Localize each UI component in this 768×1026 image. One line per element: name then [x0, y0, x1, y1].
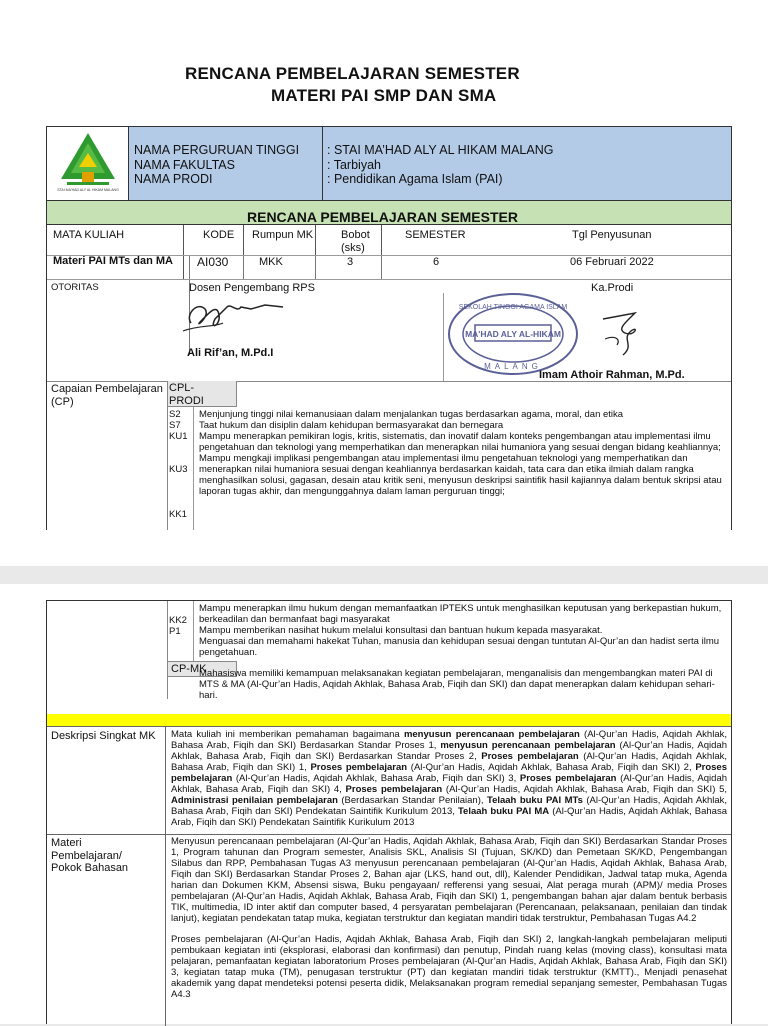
- institution-header: [46, 126, 732, 201]
- page-2: [0, 584, 768, 1024]
- course-rumpun: MKK: [259, 256, 283, 268]
- cp-item-kk2: Mampu menerapkan ilmu hukum dengan memanfaatkan IPTEKS untuk menghasilkan keputusan yang berkepastian hukum, berkeadilan dan bermanfaat bagi masyarakat: [199, 603, 722, 625]
- col-mata-kuliah: MATA KULIAH: [53, 229, 125, 241]
- deskripsi-label: Deskripsi Singkat MK: [51, 730, 156, 742]
- dosen-signature-icon: [179, 295, 299, 337]
- institution-stamp-icon: [445, 291, 581, 377]
- deskripsi-fragment: (Al-Qur’an Hadis, Aqidah Akhlak, Bahasa Arab, Fiqih dan SKI) Berdasarkan Standar Proses 1,: [171, 729, 727, 751]
- course-name: Materi PAI MTs dan MA: [53, 255, 173, 267]
- col-kode: KODE: [203, 229, 235, 241]
- code-s2: S2: [169, 409, 181, 420]
- label-prodi: NAMA PRODI: [134, 172, 213, 186]
- deskripsi-fragment: Mata kuliah ini memberikan pemahaman bagaimana: [171, 729, 404, 740]
- deskripsi-fragment: (Al-Qur’an Hadis, Aqidah Akhlak, Bahasa Arab, Fiqih dan SKI) 3,: [232, 773, 520, 784]
- value-perguruan: : STAI MA’HAD ALY AL HIKAM MALANG: [327, 143, 554, 157]
- course-kode: AI030: [197, 255, 229, 269]
- logo-caption: STAI MA'HAD ALY AL HIKAM MALANG: [57, 188, 119, 192]
- svg-text:MALANG: MALANG: [484, 362, 542, 371]
- document-title: RENCANA PEMBELAJARAN SEMESTER: [185, 64, 520, 83]
- cpl-prodi-label: CPL-PRODI: [169, 382, 204, 407]
- cp-item-s7: Taat hukum dan disiplin dalam kehidupan bermasyarakat dan bernegara: [199, 420, 504, 431]
- code-kk2: KK2: [169, 615, 187, 626]
- deskripsi-fragment: (Al-Qur’an Hadis, Aqidah Akhlak, Bahasa Arab, Fiqih dan SKI) Pendekatan Saintifik Kurikulum 2013: [171, 806, 727, 828]
- col-bobot: Bobot (sks): [341, 229, 370, 254]
- col-semester: SEMESTER: [405, 229, 466, 241]
- deskripsi-fragment: (Al-Qur’an Hadis, Aqidah Akhlak, Bahasa Arab, Fiqih dan SKI) 1,: [171, 751, 727, 773]
- label-fakultas: NAMA FAKULTAS: [134, 157, 235, 172]
- deskripsi-fragment: (Al-Qur’an Hadis, Aqidah Akhlak, Bahasa Arab, Fiqih dan SKI) 2,: [407, 762, 696, 773]
- course-table: [46, 225, 732, 530]
- code-p1: P1: [169, 626, 181, 637]
- deskripsi-fragment: (Al-Qur’an Hadis, Aqidah Akhlak, Bahasa Arab, Fiqih dan SKI) 4,: [171, 773, 728, 795]
- code-kk1: KK1: [169, 509, 187, 520]
- course-tgl: 06 Februari 2022: [570, 256, 654, 268]
- document-subtitle: MATERI PAI SMP DAN SMA: [271, 86, 497, 105]
- cp-item-p1: Mampu memberikan nasihat hukum melalui konsultasi dan bantuan hukum kepada masyarakat.: [199, 625, 603, 636]
- deskripsi-fragment: (Al-Qur’an Hadis, Aqidah Akhlak, Bahasa Arab, Fiqih dan SKI) 5,: [442, 784, 728, 795]
- header-labels: [134, 143, 299, 187]
- kaprodi-label: Ka.Prodi: [591, 282, 634, 294]
- materi-label: Materi Pembelajaran/ Pokok Bahasan: [51, 837, 129, 874]
- dosen-label: Dosen Pengembang RPS: [189, 282, 315, 294]
- deskripsi-bold-term: Administrasi penilaian pembelajaran: [171, 795, 338, 806]
- materi-paragraph-2: Proses pembelajaran (Al-Qur’an Hadis, Aqidah Akhlak, Bahasa Arab, Fiqih dan SKI) 2, langkah-langkah pembelajaran meliputi pembukaan kegiatan inti (eksplorasi, elaborasi dan konfirmasi) dan penutup, Pindah ruang kelas (moving class), konsultasi mata pelajaran, pemanfaatan kegiatan laboratorium Proses pembelajaran (Al-Qur’an Hadis, Aqidah Akhlak, Bahasa Arab, Fiqih dan SKI) 3, kegiatan tatap muka (TM), penugasan terstruktur (PT) dan kegiatan mandiri tidak terstruktur (KMTT)., Menjadi penasehat akademik yang dapat mendeteksi potensi peserta didik, Melaksanakan program remedial sepanjang semester, Pembahasan Tugas A4.3: [171, 934, 727, 1000]
- col-rumpun: Rumpun MK: [252, 229, 314, 241]
- deskripsi-fragment: (Berdasarkan Standar Penilaian),: [337, 795, 487, 806]
- course-bobot: 3: [347, 256, 354, 268]
- cp-codes: [169, 409, 187, 520]
- code-ku1: KU1: [169, 431, 188, 442]
- rps-banner-text: RENCANA PEMBELAJARAN SEMESTER: [247, 209, 518, 225]
- p2-codes: [169, 615, 187, 637]
- kaprodi-signature-icon: [595, 309, 655, 359]
- highlight-bar: [47, 714, 731, 726]
- svg-text:SEKOLAH TINGGI AGAMA ISLAM: SEKOLAH TINGGI AGAMA ISLAM: [458, 304, 568, 311]
- p2-items: [199, 603, 729, 658]
- value-prodi: : Pendidikan Agama Islam (PAI): [327, 172, 503, 186]
- materi-text: [171, 836, 727, 1000]
- otoritas-label: OTORITAS: [51, 282, 99, 293]
- value-fakultas: : Tarbiyah: [327, 157, 381, 172]
- kaprodi-name: Imam Athoir Rahman, M.Pd.: [539, 369, 685, 381]
- institution-logo: [47, 127, 129, 200]
- cp-item-s2: Menjunjung tinggi nilai kemanusiaan dalam menjalankan tugas berdasarkan agama, moral, dan etika: [199, 409, 624, 420]
- materi-paragraph-1: Menyusun perencanaan pembelajaran (Al-Qur’an Hadis, Aqidah Akhlak, Bahasa Arab, Fiqih dan SKI) Berdasarkan Standar Proses 1, Program tahunan dan Program semester, Analisis SKL, Analisis SI (Tujuan, SK/KD) dan Pemetaan SK/KD, Pengembangan Silabus dan RPP, Pembahasan Tugas A3 menyusun perencanaan pembelajaran (Al-Qur’an Hadis, Aqidah Akhlak, Bahasa Arab, Fiqih dan SKI) Berdasarkan Standar Proses 2, Bahan ajar (LKS, hand out, dll), Kalender Pendidikan, Jadwal tatap muka, Agenda harian dan Dokumen KKM, Absensi siswa, Buku pengayaan/ refferensi yang sesuai, Alat peraga murah (APM)/ media Proses pembelajaran (Al-Qur’an Hadis, Aqidah Akhlak, Bahasa Arab, Fiqih dan SKI) 1, pengembangan bahan ajar dalam bentuk berbasis TIK, multimedia, ID inter aktif dan computer based, 4 persyaratan pembelajaran (Perencanaan, pelaksanaan, penilaian dan tindak lanjut), kegiatan pendekatan tatap muka, kegiatan terstruktur dan kegiatan mandiri tidak terstruktur, Pembahasan Tugas A4.2: [171, 836, 727, 924]
- code-ku3: KU3: [169, 464, 188, 475]
- cpmk-text: Mahasiswa memiliki kemampuan melaksanakan kegiatan pembelajaran, menganalisis dan mengembangkan materi PAI di MTS & MA (Al-Qur’an Hadis, Aqidah Akhlak, Bahasa Arab, Fiqih dan SKI) dan dapat menerapkan dalam kehidupan sehari-hari.: [199, 668, 715, 701]
- deskripsi-bold-term: Proses pembelajaran: [310, 762, 408, 773]
- label-perguruan: NAMA PERGURUAN TINGGI: [134, 143, 300, 157]
- header-values: [327, 143, 553, 187]
- deskripsi-bold-term: Proses pembelajaran: [519, 773, 617, 784]
- deskripsi-text: [171, 729, 727, 828]
- deskripsi-fragment: (Al-Qur’an Hadis, Aqidah Akhlak, Bahasa Arab, Fiqih dan SKI) Berdasarkan Standar Proses 2,: [171, 740, 727, 762]
- cp-item-p1-b: Menguasai dan memahami hakekat Tuhan, manusia dan kehidupan sesuai dengan tuntutan Al-Qur’an dan hadist serta ilmu pengetahuan.: [199, 636, 720, 658]
- deskripsi-bold-term: Proses pembelajaran: [481, 751, 579, 762]
- deskripsi-bold-term: menyusun perencanaan pembelajaran: [440, 740, 616, 751]
- cpmk-label: CP-MK: [171, 663, 207, 675]
- course-semester: 6: [433, 256, 440, 268]
- deskripsi-fragment: (Al-Qur’an Hadis, Aqidah Akhlak, Bahasa Arab, Fiqih dan SKI) Pendekatan Saintifik Kurikulum 2013,: [171, 795, 728, 817]
- col-tgl: Tgl Penyusunan: [572, 229, 652, 241]
- cp-items: [199, 409, 729, 497]
- deskripsi-bold-term: menyusun perencanaan pembelajaran: [403, 729, 580, 740]
- cp-label: Capaian Pembelajaran (CP): [51, 383, 163, 408]
- cp-item-ku1: Mampu menerapkan pemikiran logis, kritis, sistematis, dan inovatif dalam konteks pengembangan atau implementasi ilmu pengetahuan dan teknologi yang memperhatikan dan menerapkan nilai humaniora yang sesuai dengan bidang keahliannya;: [199, 431, 721, 453]
- continuation-table: [46, 600, 732, 1024]
- deskripsi-bold-term: Proses pembelajaran: [171, 762, 727, 784]
- cpl-prodi-cell: [167, 381, 237, 407]
- deskripsi-bold-term: Telaah buku PAI MA: [457, 806, 550, 817]
- dosen-name: Ali Rif’an, M.Pd.I: [187, 347, 274, 359]
- svg-text:MA'HAD ALY AL-HIKAM: MA'HAD ALY AL-HIKAM: [465, 329, 561, 339]
- code-s7: S7: [169, 420, 181, 431]
- deskripsi-bold-term: Telaah buku PAI MTs: [486, 795, 583, 806]
- cp-item-ku3: Mampu mengkaji implikasi pengembangan atau implementasi ilmu pengetahuan teknologi yang memperhatikan dan menerapkan nilai humaniora sesuai dengan keahliannya berdasarkan kaidah, tata cara dan etika ilmiah dalam rangka menghasilkan solusi, gagasan, desain atau kritik seni, menyusun deskripsi saintifik hasil kajiannya dalam bentuk skripsi atau laporan tugas akhir, dan mengunggahnya dalam laman perguruan tinggi;: [199, 453, 722, 497]
- rps-banner: [46, 201, 732, 225]
- deskripsi-bold-term: Proses pembelajaran: [345, 784, 443, 795]
